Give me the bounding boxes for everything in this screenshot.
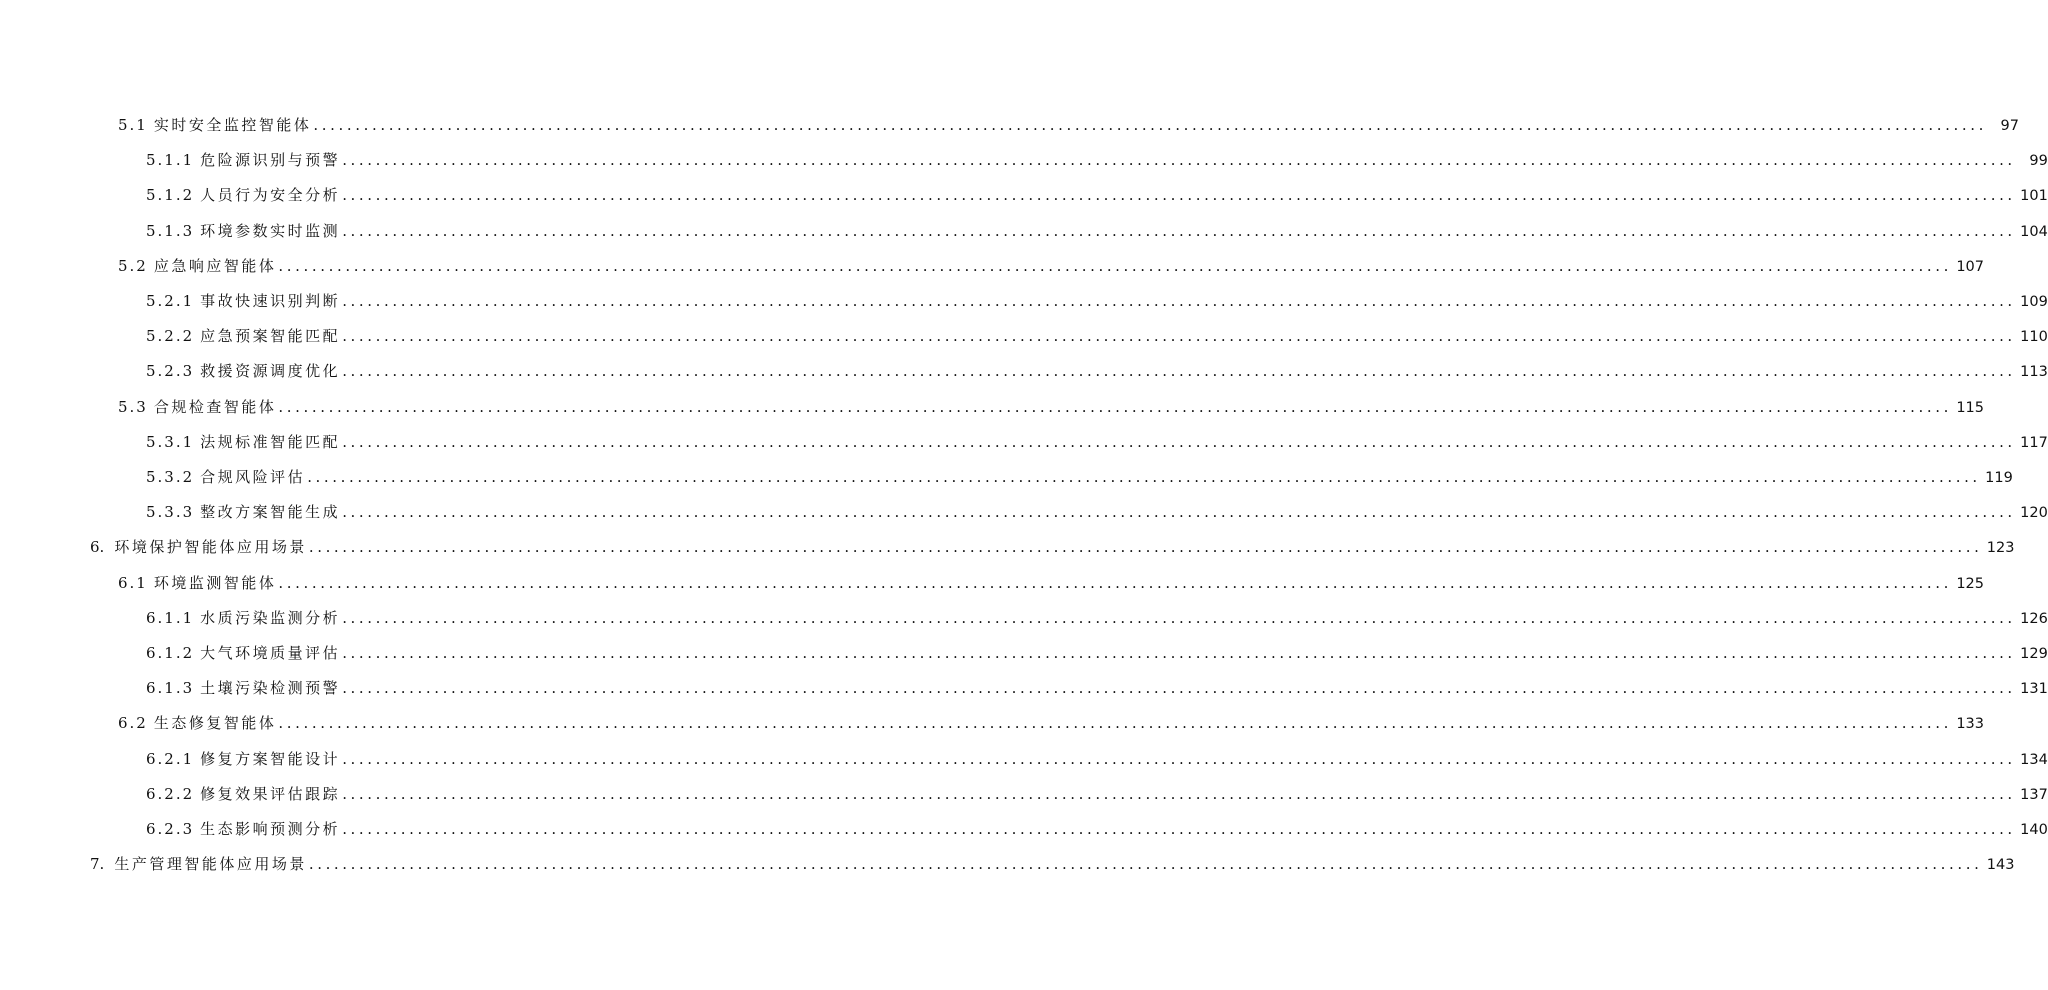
toc-entry-title: 生产管理智能体应用场景 bbox=[114, 855, 307, 873]
toc-page-number: 134 bbox=[2020, 752, 2048, 768]
toc-entry-number: 6.2.3 bbox=[146, 820, 195, 838]
toc-dot-leader: ........................................................................................................................................................................................................ bbox=[342, 222, 2016, 240]
toc-entry-title: 应急响应智能体 bbox=[153, 257, 277, 275]
toc-entry-title: 环境参数实时监测 bbox=[200, 222, 341, 240]
toc-entry-title: 修复方案智能设计 bbox=[200, 750, 341, 768]
toc-page-number: 123 bbox=[1986, 540, 2015, 556]
toc-entry[interactable] bbox=[146, 324, 2048, 348]
toc-entry-number: 5.2.2 bbox=[146, 327, 195, 345]
toc-entry-number: 5.1.2 bbox=[146, 186, 195, 204]
toc-entry[interactable] bbox=[118, 254, 1984, 278]
toc-entry-number: 5.3 bbox=[118, 398, 148, 416]
toc-page-number: 99 bbox=[2029, 153, 2048, 169]
toc-entry-number: 5.3.3 bbox=[146, 503, 195, 521]
toc-entry[interactable] bbox=[146, 183, 2048, 207]
toc-page-number: 137 bbox=[2020, 787, 2048, 803]
toc-dot-leader: ........................................................................................................................................................................................................ bbox=[342, 362, 2016, 380]
toc-page-number: 97 bbox=[2000, 118, 2019, 134]
toc-dot-leader: ........................................................................................................................................................................................................ bbox=[342, 186, 2016, 204]
toc-entry-number: 6.1.3 bbox=[146, 679, 195, 697]
toc-entry-title: 土壤污染检测预警 bbox=[200, 679, 341, 697]
toc-entry-title: 应急预案智能匹配 bbox=[200, 327, 341, 345]
toc-entry-title: 危险源识别与预警 bbox=[200, 151, 341, 169]
toc-dot-leader: ........................................................................................................................................................................................................ bbox=[313, 116, 1987, 134]
toc-entry-number: 5.1 bbox=[118, 116, 148, 134]
toc-entry-title: 水质污染监测分析 bbox=[200, 609, 341, 627]
toc-entry[interactable] bbox=[118, 571, 1984, 595]
toc-page-number: 119 bbox=[1985, 470, 2013, 486]
toc-entry-title: 整改方案智能生成 bbox=[200, 503, 341, 521]
toc-page-number: 131 bbox=[2020, 681, 2048, 697]
toc-dot-leader: ........................................................................................................................................................................................................ bbox=[342, 609, 2016, 627]
toc-dot-leader: ........................................................................................................................................................................................................ bbox=[342, 433, 2016, 451]
toc-dot-leader: ........................................................................................................................................................................................................ bbox=[278, 714, 1952, 732]
toc-entry-number: 5.1.3 bbox=[146, 222, 195, 240]
toc-dot-leader: ........................................................................................................................................................................................................ bbox=[307, 468, 1981, 486]
toc-entry-number: 5.1.1 bbox=[146, 151, 195, 169]
toc-entry-title: 环境保护智能体应用场景 bbox=[114, 538, 307, 556]
toc-entry-number: 5.3.1 bbox=[146, 433, 195, 451]
toc-dot-leader: ........................................................................................................................................................................................................ bbox=[278, 574, 1952, 592]
toc-page-number: 133 bbox=[1956, 716, 1984, 732]
toc-entry-number: 5.2.3 bbox=[146, 362, 195, 380]
toc-dot-leader: ........................................................................................................................................................................................................ bbox=[342, 644, 2016, 662]
toc-entry-title: 实时安全监控智能体 bbox=[153, 116, 312, 134]
toc-entry[interactable] bbox=[90, 535, 2015, 559]
toc-entry[interactable] bbox=[90, 852, 2015, 876]
toc-page-number: 115 bbox=[1956, 400, 1984, 416]
toc-entry[interactable] bbox=[146, 289, 2048, 313]
toc-page-number: 117 bbox=[2020, 435, 2048, 451]
toc-entry-title: 救援资源调度优化 bbox=[200, 362, 341, 380]
toc-entry[interactable] bbox=[146, 500, 2048, 524]
toc-dot-leader: ........................................................................................................................................................................................................ bbox=[278, 257, 1952, 275]
toc-entry[interactable] bbox=[146, 747, 2048, 771]
toc-entry[interactable] bbox=[146, 359, 2048, 383]
toc-dot-leader: ........................................................................................................................................................................................................ bbox=[342, 820, 2016, 838]
toc-dot-leader: ........................................................................................................................................................................................................ bbox=[342, 750, 2016, 768]
toc-page-number: 140 bbox=[2020, 822, 2048, 838]
toc-entry-number: 5.2.1 bbox=[146, 292, 195, 310]
toc-entry-number: 6.1.1 bbox=[146, 609, 195, 627]
toc-entry-number: 6.2 bbox=[118, 714, 148, 732]
toc-entry-title: 生态影响预测分析 bbox=[200, 820, 341, 838]
toc-entry-number: 7. bbox=[90, 855, 105, 873]
toc-page-number: 104 bbox=[2020, 224, 2048, 240]
toc-entry-title: 事故快速识别判断 bbox=[200, 292, 341, 310]
toc-dot-leader: ........................................................................................................................................................................................................ bbox=[342, 292, 2016, 310]
toc-page-number: 120 bbox=[2020, 505, 2048, 521]
toc-entry[interactable] bbox=[146, 465, 2013, 489]
toc-page-number: 107 bbox=[1956, 259, 1984, 275]
toc-entry[interactable] bbox=[146, 676, 2048, 700]
toc-entry-number: 6.1 bbox=[118, 574, 148, 592]
toc-entry[interactable] bbox=[146, 148, 2048, 172]
toc-page-number: 110 bbox=[2020, 329, 2048, 345]
toc-entry-title: 合规检查智能体 bbox=[153, 398, 277, 416]
toc-entry-title: 法规标准智能匹配 bbox=[200, 433, 341, 451]
toc-page-number: 126 bbox=[2020, 611, 2048, 627]
toc-dot-leader: ........................................................................................................................................................................................................ bbox=[278, 398, 1952, 416]
toc-page-number: 143 bbox=[1986, 857, 2015, 873]
toc-entry[interactable] bbox=[146, 817, 2048, 841]
toc-entry-number: 5.2 bbox=[118, 257, 148, 275]
toc-dot-leader: ........................................................................................................................................................................................................ bbox=[342, 785, 2016, 803]
toc-dot-leader: ........................................................................................................................................................................................................ bbox=[342, 503, 2016, 521]
toc-page-number: 109 bbox=[2020, 294, 2048, 310]
toc-entry[interactable] bbox=[118, 113, 2019, 137]
toc-entry[interactable] bbox=[146, 641, 2048, 665]
toc-entry-number: 5.3.2 bbox=[146, 468, 195, 486]
toc-entry-title: 修复效果评估跟踪 bbox=[200, 785, 341, 803]
toc-entry-title: 生态修复智能体 bbox=[153, 714, 277, 732]
toc-entry[interactable] bbox=[118, 711, 1984, 735]
toc-entry[interactable] bbox=[118, 395, 1984, 419]
toc-entry-title: 合规风险评估 bbox=[200, 468, 306, 486]
toc-page-number: 101 bbox=[2020, 188, 2048, 204]
toc-page-number: 129 bbox=[2020, 646, 2048, 662]
toc-entry-number: 6. bbox=[90, 538, 105, 556]
toc-dot-leader: ........................................................................................................................................................................................................ bbox=[342, 679, 2016, 697]
toc-dot-leader: ........................................................................................................................................................................................................ bbox=[308, 538, 1983, 556]
toc-entry-title: 人员行为安全分析 bbox=[200, 186, 341, 204]
toc-entry[interactable] bbox=[146, 606, 2048, 630]
toc-dot-leader: ........................................................................................................................................................................................................ bbox=[342, 327, 2016, 345]
toc-entry-number: 6.1.2 bbox=[146, 644, 195, 662]
toc-page-number: 113 bbox=[2020, 364, 2048, 380]
toc-entry[interactable] bbox=[146, 430, 2048, 454]
toc-entry-number: 6.2.2 bbox=[146, 785, 195, 803]
toc-entry-title: 环境监测智能体 bbox=[153, 574, 277, 592]
toc-entry[interactable] bbox=[146, 219, 2048, 243]
toc-entry-title: 大气环境质量评估 bbox=[200, 644, 341, 662]
toc-entry[interactable] bbox=[146, 782, 2048, 806]
toc-dot-leader: ........................................................................................................................................................................................................ bbox=[308, 855, 1983, 873]
toc-dot-leader: ........................................................................................................................................................................................................ bbox=[342, 151, 2016, 169]
toc-page-number: 125 bbox=[1956, 576, 1984, 592]
toc-entry-number: 6.2.1 bbox=[146, 750, 195, 768]
